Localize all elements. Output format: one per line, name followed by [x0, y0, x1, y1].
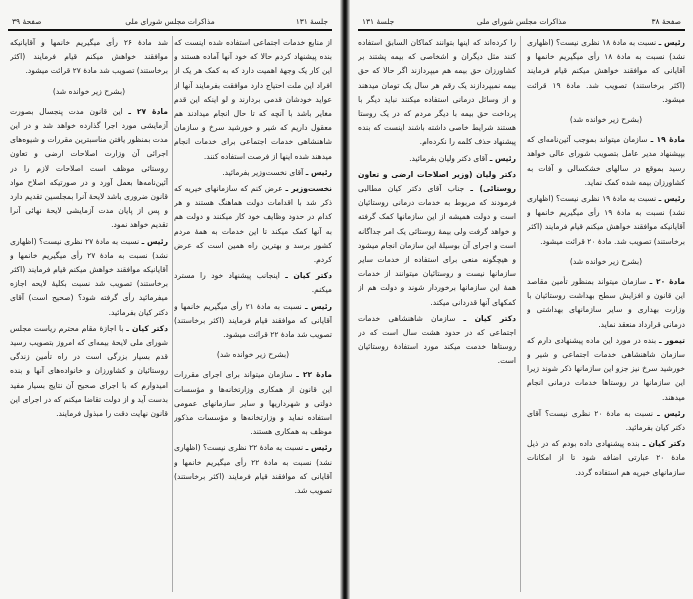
speaker-name: دکتر کیان ـ: [642, 439, 685, 449]
paragraph-text: جناب آقای دکتر کیان مطالبی فرمودند که مربوط به خدمات درمانی روستائیان است و دولت همیشه از این سازمانها کمک گرفته و خواهد گرفت ولی بیمهٔ روستائی یک امر جداگانه است و اجرای آن بوسیلهٔ این سازمان انجام میشود و هیچگونه منعی برای استفاده از خدمات سایر سازمانها نیست و روستائیان میتوانند از خدمات همهٔ این سازمانها برخوردار شوند و دولت هم از کمکهای آنها قدردانی میکند.: [358, 184, 516, 307]
paragraph-text: نسبت به مادهٔ ۲۱ رأی میگیریم خانمها و آقایانی که موافقند قیام فرمایند (اکثر برخاستند) تصویب شد مادهٔ ۲۲ قرائت میشود.: [174, 301, 332, 340]
paragraph: [174, 182, 332, 267]
paragraph-text: سازمان میتواند برای اجرای مقررات این قانون از همکاری وزارتخانه‌ها و مؤسسات دولتی و شهرداریها و سایر سازمانهای عمومی استفاده نماید و وزارتخانه‌ها و مؤسسات مذکور موظف به همکاری هستند.: [174, 370, 332, 437]
running-title: مذاکرات مجلس شورای ملی: [125, 17, 215, 26]
speaker-name: مادهٔ ۲۰ ـ: [649, 277, 685, 287]
paragraph: [174, 166, 332, 180]
speaker-name: دکتر کیان ـ: [285, 271, 332, 281]
paragraph: [174, 36, 332, 164]
session-number: جلسهٔ ۱۳۱: [295, 17, 328, 26]
paragraph: [10, 105, 168, 233]
paragraph: [527, 334, 685, 405]
paragraph-text: با اجازهٔ مقام محترم ریاست مجلس شورای ملی لایحهٔ بیمه‌ای که امروز بتصویب رسید قدم بسیار بزرگی است در راه تأمین زندگی روستائیان و کشاورزان و خانواده‌های آنها و بنده امیدوارم که با اجرای صحیح آن نتایج بسیار مفید بدست آید و از دولت تقاضا میکنم که در اجرای این قانون نهایت دقت را مبذول فرمایند.: [10, 323, 168, 419]
speaker-name: مادهٔ ۱۹ ـ: [650, 135, 685, 145]
page-header: [358, 17, 685, 31]
column-divider: [172, 36, 173, 592]
speaker-name: تیمور ـ: [659, 335, 685, 345]
paragraph: [174, 368, 332, 439]
speaker-name: رئیس ـ: [305, 443, 332, 453]
paragraph: [10, 235, 168, 320]
reading-note: (بشرح زیر خوانده شد): [569, 115, 643, 125]
column-divider: [520, 36, 521, 592]
speaker-name: رئیس ـ: [489, 153, 516, 163]
paragraph-text: نسبت به مادهٔ ۲۲ نظری نیست؟ (اظهاری نشد) نسبت به مادهٔ ۲۲ رأی میگیریم خانمها و آقایانی که موافقند قیام فرمایند (اکثر برخاستند) تصویب شد.: [174, 443, 332, 496]
speaker-name: دکتر کیان ـ: [463, 313, 516, 323]
paragraph-text: نسبت به مادهٔ ۲۰ نظری نیست؟ آقای دکتر کیان بفرمائید.: [527, 408, 685, 433]
paragraph: [358, 152, 516, 166]
reading-note: (بشرح زیر خوانده شد): [52, 86, 126, 96]
text-column-right: [174, 36, 332, 592]
left-page: [0, 0, 340, 599]
page-header: [8, 17, 332, 31]
paragraph-text: نسبت به مادهٔ ۱۹ نظری نیست؟ (اظهاری نشد) نسبت به مادهٔ ۱۹ رأی میگیریم خانمها و آقایانیکه موافقند خواهش میکنم قیام فرمایند (اکثر برخاستند) تصویب شد. مادهٔ ۲۰ قرائت میشود.: [527, 194, 685, 246]
speaker-name: رئیس ـ: [658, 194, 685, 204]
speaker-name: رئیس ـ: [658, 38, 685, 47]
paragraph-text: را کرده‌اند که اینها بتوانند کماکان السابق استفاده کنند مثل دیگران و اشخاصی که بیمه پشتند بر کشاورزان حق بیمه هم میپردازند اگر حالا که حق بیمه نمیپردازند یک رقم هر سال یک تومان میدهند و از وسائل درمانی استفاده میکنند نباید دیگر با پرداخت حق بیمه با دیگر مردم که در یک روستا هستند شرایط خاصی داشته باشند اینست که بنده پیشنهاد حذف کلمه را نکرده‌ام.: [358, 38, 516, 147]
reading-note: (بشرح زیر خوانده شد): [569, 256, 643, 266]
paragraph-text: بنده پیشنهادی داده بودم که در ذیل مادهٔ ۲۰ عبارتی اضافه شود تا از امکانات سازمانهای خیریه هم استفاده گردد.: [527, 439, 685, 477]
paragraph-text: این قانون مدت پنجسال بصورت آزمایشی مورد اجرا گذارده خواهد شد و در این مدت بمنظور یافتن مناسبترین مقررات و شیوه‌های اجرائی آن وزارت اصلاحات ارضی و تعاون روستائی موظف است اصلاحات لازم را در آئین‌نامه‌ها بعمل آورد و در صورتیکه اصلاح مواد قانون ضروری باشد لایحهٔ آنرا بمجلسین تقدیم دارد و پس از پایان مدت آزمایشی لایحهٔ نهائی آنرا تقدیم خواهد نمود.: [10, 106, 168, 230]
running-title: مذاکرات مجلس شورای ملی: [476, 17, 567, 26]
speaker-name: مادهٔ ۲۷ ـ: [128, 106, 168, 116]
speaker-name: مادهٔ ۲۲ ـ: [296, 370, 332, 380]
paragraph: [527, 36, 685, 107]
speaker-name: دکتر کیان ـ: [126, 323, 168, 333]
session-number: جلسهٔ ۱۳۱: [362, 17, 395, 26]
paragraph-text: سازمان میتواند بمنظور تأمین مقاصد این قانون و افزایش سطح بهداشت روستائیان با وزارت بهداری و سایر سازمانهای بهداشتی و درمانی قرارداد منعقد نماید.: [527, 277, 685, 329]
speaker-name: رئیس ـ: [304, 301, 332, 311]
text-column-left: [358, 36, 516, 592]
paragraph: [358, 168, 516, 310]
paragraph-text: آقای نخست‌وزیر بفرمائید.: [222, 167, 304, 177]
book-spine: [340, 0, 350, 599]
paragraph: [358, 312, 516, 369]
paragraph: [10, 36, 168, 79]
speaker-name: رئیس ـ: [305, 167, 332, 177]
paragraph-text: عرض کنم که سازمانهای خیریه که ذکر شد با اقدامات دولت هماهنگ هستند و هر کدام در حدود وظایف خود کار میکنند و دولت هم به آنها کمک میکند تا این خدمات به همهٔ مردم کشور برسد و بهترین راه همین است که عرض کردم.: [174, 184, 332, 265]
paragraph-text: بنده در مورد این ماده پیشنهادی دارم که سازمان شاهنشاهی خدمات اجتماعی و شیر و خورشید سرخ نیز جزو این سازمانها ذکر شوند زیرا این سازمانها در روستاها خدمات درمانی انجام میدهند.: [527, 335, 685, 402]
speaker-name: دکتر ولیان (وزیر اصلاحات ارضی و تعاون روستائی) ـ: [358, 169, 516, 194]
paragraph: [527, 192, 685, 249]
paragraph: [358, 36, 516, 150]
paragraph-text: آقای دکتر ولیان بفرمائید.: [409, 153, 488, 163]
paragraph: [174, 441, 332, 498]
paragraph-text: نسبت به مادهٔ ۲۷ نظری نیست؟ (اظهاری نشد) نسبت به مادهٔ ۲۷ رأی میگیریم خانمها و آقایانیکه موافقند خواهش میکنم قیام فرمایند (اکثر برخاستند) تصویب شد نسبت بکلیهٔ لایحه اجازه میفرمائید رأی گرفته شود؟ (صحیح است) آقای دکتر کیان بفرمائید.: [10, 236, 168, 317]
paragraph-text: نسبت به مادهٔ ۱۸ نظری نیست؟ (اظهاری نشد) نسبت به مادهٔ ۱۸ رأی میگیریم خانمها و آقایانی که موافقند خواهش میکنم قیام فرمایند (اکثر برخاستند) تصویب شد. مادهٔ ۱۹ قرائت میشود.: [527, 38, 685, 104]
reading-note: (بشرح زیر خوانده شد): [216, 350, 290, 360]
paragraph: [174, 300, 332, 343]
paragraph-text: سازمان شاهنشاهی خدمات اجتماعی که در حدود هشت سال است که در روستاها خدمت میکند مورد استفادهٔ روستائیان است.: [358, 313, 516, 366]
right-page: [350, 0, 693, 599]
paragraph: [527, 437, 685, 480]
text-column-left: [10, 36, 168, 592]
speaker-name: رئیس ـ: [657, 408, 685, 418]
paragraph-text: سازمان میتواند بموجب آئین‌نامه‌ای که بپیشنهاد مدیر عامل بتصویب شورای عالی خواهد رسید بموقع در سالهای خشکسالی و آفات به کشاورزان بیمه شده کمک نماید.: [527, 135, 685, 187]
paragraph: [10, 322, 168, 421]
page-number: صفحهٔ ۳۹: [12, 17, 42, 26]
page-number: صفحهٔ ۳۸: [651, 17, 681, 26]
paragraph-text: اینجانب پیشنهاد خود را مسترد میکنم.: [174, 271, 332, 295]
paragraph-text: از منابع خدمات اجتماعی استفاده شده اینست که بنده پیشنهاد کردم حالا که خود آنها آماده هستند و این کار یک وجههٔ اهمیت دارد که به کمک هر یک از افراد این ملت احتیاج دارد موافقت بفرمایند آنها از عواید خودشان قدمی بردارند و لو اینکه این قدم مغایر باشد با آنچه که تا حال انجام میدادند هم معقول داریم که شیر و خورشید سرخ و سازمان شاهنشاهی خدمات اجتماعی برای خدمات انجام میدهند شده اینها از فرصت استفاده کنند.: [174, 38, 332, 161]
paragraph: [174, 269, 332, 297]
speaker-name: رئیس ـ: [141, 236, 168, 246]
speaker-name: نخست‌وزیر ـ: [285, 184, 332, 194]
paragraph-text: شد مادهٔ ۲۶ رأی میگیریم خانمها و آقایانیکه موافقند خواهش میکنم قیام فرمایند (اکثر برخاستند) تصویب شد مادهٔ ۲۷ قرائت میشود.: [10, 38, 168, 76]
paragraph: [527, 133, 685, 190]
paragraph: [527, 407, 685, 435]
text-column-right: [527, 36, 685, 592]
paragraph: [527, 275, 685, 332]
